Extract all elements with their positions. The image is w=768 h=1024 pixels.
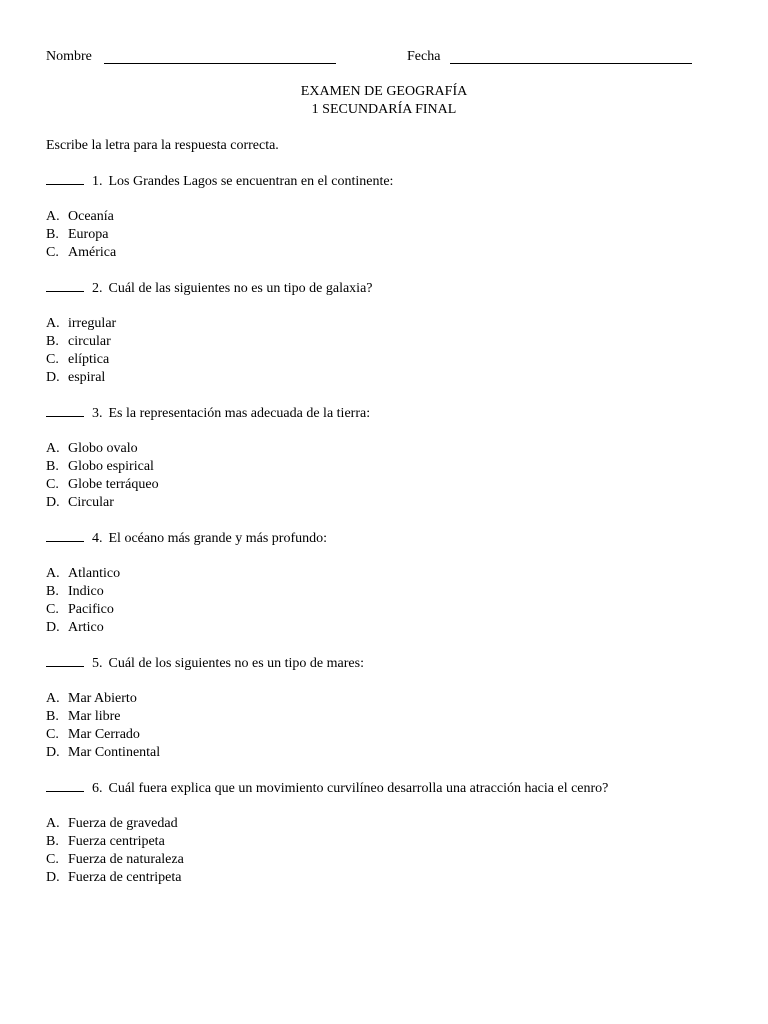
option-text: Fuerza de gravedad [68,816,178,831]
option-text: espiral [68,370,106,385]
question-number: 2. [92,281,103,296]
option-text: Europa [68,227,109,242]
option-letter: C. [46,245,59,260]
option-letter: D. [46,370,60,385]
option-letter: C. [46,477,59,492]
option-item [46,565,726,583]
instructions: Escribe la letra para la respuesta correcta. [46,138,279,153]
option-text: Mar Abierto [68,691,137,706]
option-letter: A. [46,816,60,831]
option-item [46,333,726,351]
option-letter: C. [46,602,59,617]
option-text: circular [68,334,111,349]
option-item [46,601,726,619]
question-5 [46,654,726,673]
question-2 [46,279,726,298]
answer-blank[interactable] [46,404,84,417]
option-letter: B. [46,834,59,849]
answer-options [46,815,726,887]
option-letter: D. [46,745,60,760]
option-letter: C. [46,727,59,742]
option-text: Atlantico [68,566,121,581]
option-item [46,244,726,262]
option-letter: B. [46,584,59,599]
date-label: Fecha [407,49,441,64]
option-letter: B. [46,334,59,349]
option-text: América [68,245,117,260]
header-row [46,46,726,66]
option-item [46,833,726,851]
option-letter: B. [46,227,59,242]
option-item [46,208,726,226]
answer-options [46,440,726,512]
option-letter: A. [46,209,60,224]
answer-options [46,208,726,262]
question-text: Es la representación mas adecuada de la tierra: [108,406,371,421]
option-item [46,440,726,458]
option-letter: A. [46,691,60,706]
date-field[interactable] [450,63,692,64]
option-text: Fuerza de naturaleza [68,852,184,867]
option-letter: A. [46,441,60,456]
option-letter: D. [46,620,60,635]
option-item [46,726,726,744]
option-item [46,690,726,708]
question-text: Los Grandes Lagos se encuentran en el continente: [108,174,394,189]
option-item [46,583,726,601]
question-3 [46,404,726,423]
option-text: Circular [68,495,114,510]
option-item [46,458,726,476]
exam-page [46,46,726,887]
question-4 [46,529,726,548]
question-number: 4. [92,531,103,546]
name-label: Nombre [46,49,92,64]
option-letter: B. [46,459,59,474]
option-item [46,351,726,369]
option-letter: C. [46,852,59,867]
question-text: Cuál de los siguientes no es un tipo de mares: [108,656,364,671]
name-field[interactable] [104,63,336,64]
question-text: Cuál fuera explica que un movimiento curvilíneo desarrolla una atracción hacia el cenro? [108,781,609,796]
option-text: Fuerza de centripeta [68,870,182,885]
option-text: Mar Continental [68,745,161,760]
question-list [46,172,726,887]
option-text: Mar Cerrado [68,727,140,742]
question-number: 1. [92,174,103,189]
option-text: Mar libre [68,709,121,724]
answer-options [46,315,726,387]
option-text: Globo ovalo [68,441,138,456]
option-text: Indico [68,584,104,599]
question-text: El océano más grande y más profundo: [108,531,327,546]
option-item [46,708,726,726]
option-letter: B. [46,709,59,724]
answer-blank[interactable] [46,279,84,292]
question-number: 3. [92,406,103,421]
option-item [46,476,726,494]
option-letter: D. [46,495,60,510]
option-text: Artico [68,620,104,635]
question-6 [46,779,726,798]
question-1 [46,172,726,191]
option-item [46,315,726,333]
answer-blank[interactable] [46,529,84,542]
question-text: Cuál de las siguientes no es un tipo de galaxia? [108,281,373,296]
answer-options [46,690,726,762]
option-item [46,369,726,387]
option-letter: A. [46,566,60,581]
question-number: 6. [92,781,103,796]
option-letter: D. [46,870,60,885]
answer-options [46,565,726,637]
title-line-1: EXAMEN DE GEOGRAFÍA [300,84,468,99]
option-letter: C. [46,352,59,367]
answer-blank[interactable] [46,172,84,185]
option-text: Fuerza centripeta [68,834,165,849]
title-line-2: 1 SECUNDARÍA FINAL [311,102,457,117]
option-text: Globe terráqueo [68,477,159,492]
option-text: irregular [68,316,117,331]
option-item [46,494,726,512]
option-text: Globo espirical [68,459,154,474]
option-text: Oceanía [68,209,114,224]
exam-title [0,83,768,119]
question-number: 5. [92,656,103,671]
answer-blank[interactable] [46,779,84,792]
answer-blank[interactable] [46,654,84,667]
option-text: elíptica [68,352,110,367]
option-item [46,619,726,637]
option-item [46,851,726,869]
option-text: Pacifico [68,602,114,617]
option-item [46,744,726,762]
option-item [46,815,726,833]
option-item [46,226,726,244]
option-item [46,869,726,887]
option-letter: A. [46,316,60,331]
